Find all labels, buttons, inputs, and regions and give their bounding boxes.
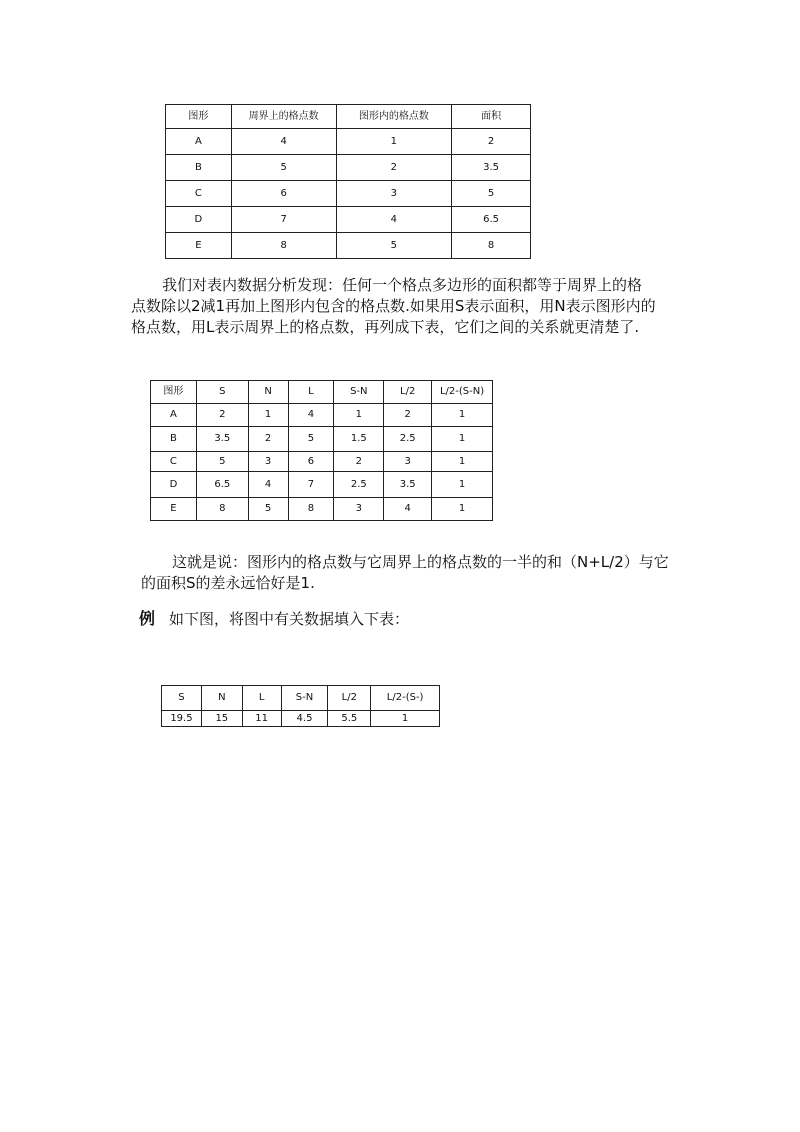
lattice-table-1 — [165, 104, 531, 259]
table-row — [151, 404, 493, 427]
table-cell: C — [166, 181, 232, 207]
table-row — [162, 711, 440, 727]
table-cell: 7 — [288, 472, 334, 498]
table-row — [151, 427, 493, 452]
table-cell: 2 — [336, 155, 452, 181]
table-header-cell: L — [242, 686, 281, 711]
table-cell: 6.5 — [452, 207, 531, 233]
table-row — [166, 129, 531, 155]
table-header-cell: 周界上的格点数 — [231, 105, 336, 129]
table-header-cell: 图形内的格点数 — [336, 105, 452, 129]
table-cell: 5 — [452, 181, 531, 207]
analysis-paragraph — [131, 275, 691, 338]
table-cell: 5 — [336, 233, 452, 259]
table-cell: 3 — [336, 181, 452, 207]
table-header-cell: 图形 — [166, 105, 232, 129]
table-cell: 3 — [248, 452, 288, 472]
table-header-cell: S-N — [281, 686, 328, 711]
table-cell: 3 — [384, 452, 432, 472]
table-header-cell: L/2 — [328, 686, 371, 711]
table-header-row — [162, 686, 440, 711]
table-cell: 6 — [231, 181, 336, 207]
table-cell: 3.5 — [452, 155, 531, 181]
table-header-cell: S — [196, 381, 248, 404]
table-cell: B — [151, 427, 197, 452]
table-cell: 2.5 — [384, 427, 432, 452]
table-cell: 1 — [371, 711, 440, 727]
table-cell: 4 — [231, 129, 336, 155]
table-cell: 3 — [334, 498, 384, 521]
table-cell: 2 — [452, 129, 531, 155]
table-cell: E — [151, 498, 197, 521]
table-cell: 6 — [288, 452, 334, 472]
table-cell: 15 — [201, 711, 242, 727]
table-cell: 1 — [336, 129, 452, 155]
paragraph-line: 我们对表内数据分析发现：任何一个格点多边形的面积都等于周界上的格 — [162, 276, 643, 294]
table-cell: E — [166, 233, 232, 259]
table-cell: 4 — [248, 472, 288, 498]
table-cell: 5 — [196, 452, 248, 472]
table-header-cell: 图形 — [151, 381, 197, 404]
table-header-row — [151, 381, 493, 404]
table-row — [151, 472, 493, 498]
table-cell: 1 — [432, 452, 493, 472]
table-header-cell: L/2 — [384, 381, 432, 404]
table-cell: 2.5 — [334, 472, 384, 498]
table-cell: A — [151, 404, 197, 427]
table-cell: 1 — [432, 427, 493, 452]
paragraph-line: 格点数，用L表示周界上的格点数，再列成下表，它们之间的关系就更清楚了. — [131, 318, 640, 336]
table-cell: D — [151, 472, 197, 498]
table-cell: 5.5 — [328, 711, 371, 727]
table-header-cell: S-N — [334, 381, 384, 404]
paragraph-line: 的面积S的差永远恰好是1. — [141, 574, 315, 592]
table-cell: A — [166, 129, 232, 155]
table-row — [166, 207, 531, 233]
example-answer-table — [161, 685, 440, 727]
table-cell: 19.5 — [162, 711, 202, 727]
table-header-cell: L — [288, 381, 334, 404]
lattice-table-2 — [150, 380, 493, 521]
table-header-cell: N — [248, 381, 288, 404]
table-cell: 4.5 — [281, 711, 328, 727]
table-cell: 1 — [432, 498, 493, 521]
example-prompt — [139, 609, 409, 629]
table-row — [166, 233, 531, 259]
table-cell: 4 — [336, 207, 452, 233]
paragraph-line: 这就是说：图形内的格点数与它周界上的格点数的一半的和（N+L/2）与它 — [172, 553, 669, 571]
table-cell: 1 — [334, 404, 384, 427]
table-cell: 1.5 — [334, 427, 384, 452]
table-cell: 3.5 — [384, 472, 432, 498]
table-cell: 4 — [288, 404, 334, 427]
table-cell: 5 — [288, 427, 334, 452]
table-cell: 4 — [384, 498, 432, 521]
table-cell: 1 — [432, 404, 493, 427]
table-cell: 1 — [248, 404, 288, 427]
table-header-cell: L/2-(S-N) — [432, 381, 493, 404]
table-header-cell: S — [162, 686, 202, 711]
paragraph-line: 点数除以2减1再加上图形内包含的格点数.如果用S表示面积，用N表示图形内的 — [131, 297, 656, 315]
table-cell: 1 — [432, 472, 493, 498]
example-label: 例 — [139, 609, 156, 628]
table-cell: 11 — [242, 711, 281, 727]
table-header-row — [166, 105, 531, 129]
table-cell: 3.5 — [196, 427, 248, 452]
table-cell: 5 — [231, 155, 336, 181]
table-row — [166, 155, 531, 181]
table-cell: 8 — [452, 233, 531, 259]
table-header-cell: N — [201, 686, 242, 711]
table-cell: 8 — [231, 233, 336, 259]
table-cell: 5 — [248, 498, 288, 521]
table-header-cell: 面积 — [452, 105, 531, 129]
table-cell: C — [151, 452, 197, 472]
conclusion-paragraph — [141, 552, 701, 594]
table-cell: 8 — [288, 498, 334, 521]
table-cell: 2 — [384, 404, 432, 427]
table-row — [151, 498, 493, 521]
table-cell: 6.5 — [196, 472, 248, 498]
example-text: 如下图，将图中有关数据填入下表： — [169, 610, 410, 628]
table-cell: 8 — [196, 498, 248, 521]
table-cell: 2 — [248, 427, 288, 452]
table-header-cell: L/2-(S-) — [371, 686, 440, 711]
table-cell: 7 — [231, 207, 336, 233]
table-cell: 2 — [334, 452, 384, 472]
table-cell: D — [166, 207, 232, 233]
table-cell: 2 — [196, 404, 248, 427]
table-row — [166, 181, 531, 207]
table-row — [151, 452, 493, 472]
table-cell: B — [166, 155, 232, 181]
